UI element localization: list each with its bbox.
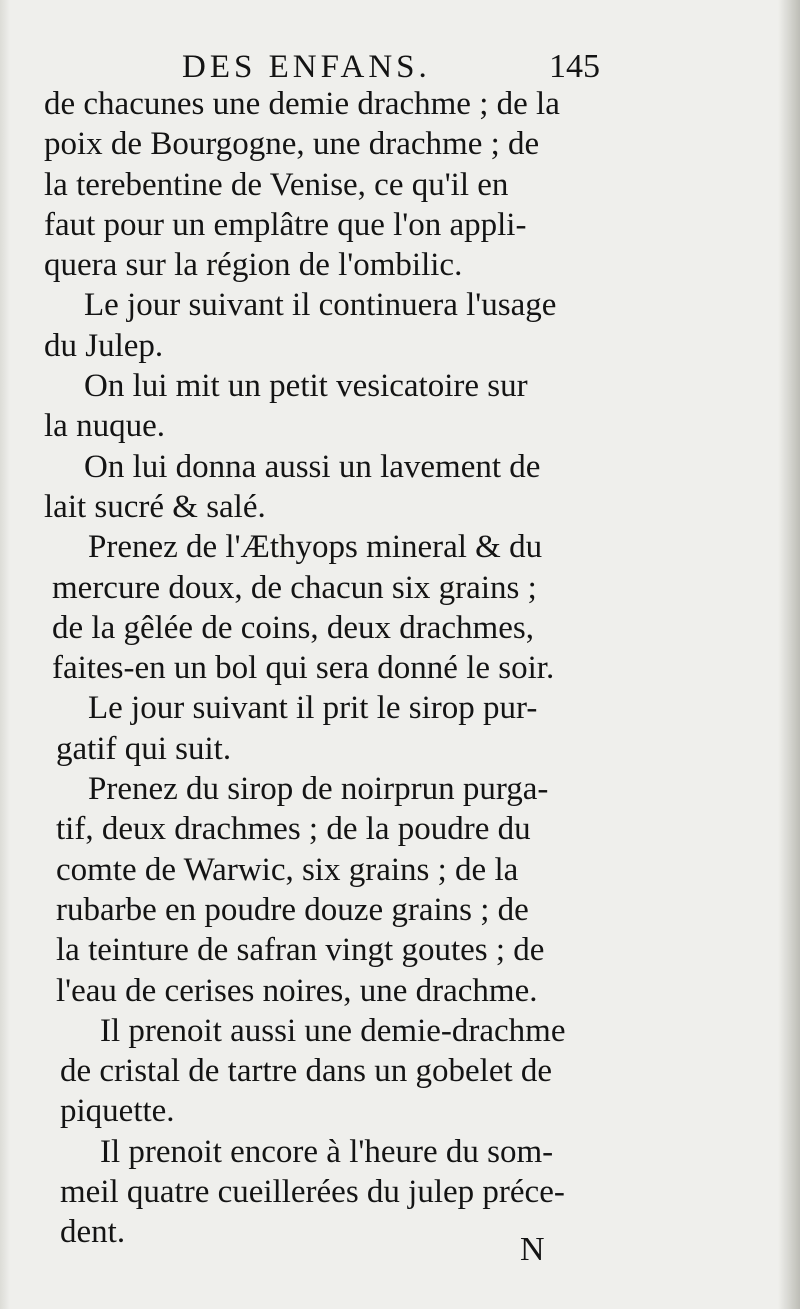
- body-text: [44, 84, 624, 1253]
- text-line: quera sur la région de l'ombilic.: [44, 247, 463, 284]
- text-line: la teinture de safran vingt goutes ; de: [56, 932, 545, 969]
- text-line: meil quatre cueillerées du julep préce-: [60, 1174, 565, 1211]
- signature-mark: N: [520, 1231, 545, 1268]
- text-line: gatif qui suit.: [56, 730, 232, 767]
- text-line: poix de Bourgogne, une drachme ; de: [44, 126, 540, 163]
- page-number: 145: [549, 48, 600, 85]
- text-line: de cristal de tartre dans un gobelet de: [60, 1053, 553, 1090]
- text-line: faut pour un emplâtre que l'on appli-: [44, 206, 527, 243]
- text-line: tif, deux drachmes ; de la poudre du: [56, 811, 531, 848]
- text-line: On lui donna aussi un lavement de: [84, 448, 541, 485]
- text-line: la terebentine de Venise, ce qu'il en: [44, 166, 509, 203]
- text-line: de la gêlée de coins, deux drachmes,: [52, 609, 534, 646]
- page-left-edge: [0, 0, 10, 1309]
- text-line: lait sucré & salé.: [44, 488, 266, 525]
- text-line: On lui mit un petit vesicatoire sur: [84, 368, 528, 405]
- text-line: comte de Warwic, six grains ; de la: [56, 851, 519, 888]
- text-line: Le jour suivant il prit le sirop pur-: [88, 690, 538, 727]
- text-line: rubarbe en poudre douze grains ; de: [56, 891, 529, 928]
- text-line: Le jour suivant il continuera l'usage: [84, 287, 557, 324]
- text-line: dent.: [60, 1214, 126, 1251]
- text-line: Prenez de l'Æthyops mineral & du: [88, 529, 543, 566]
- text-line: piquette.: [60, 1093, 175, 1130]
- page-right-edge: [778, 0, 800, 1309]
- text-line: Il prenoit encore à l'heure du som-: [100, 1133, 554, 1170]
- text-line: mercure doux, de chacun six grains ;: [52, 569, 537, 606]
- text-line: faites-en un bol qui sera donné le soir.: [52, 650, 555, 687]
- text-line: de chacunes une demie drachme ; de la: [44, 86, 560, 122]
- running-head-title: DES ENFANS.: [182, 49, 431, 85]
- text-line: Prenez du sirop de noirprun purga-: [88, 771, 549, 808]
- text-line: la nuque.: [44, 408, 165, 445]
- text-line: du Julep.: [44, 327, 164, 364]
- text-line: l'eau de cerises noires, une drachme.: [56, 972, 538, 1009]
- text-line: Il prenoit aussi une demie-drachme: [100, 1012, 566, 1049]
